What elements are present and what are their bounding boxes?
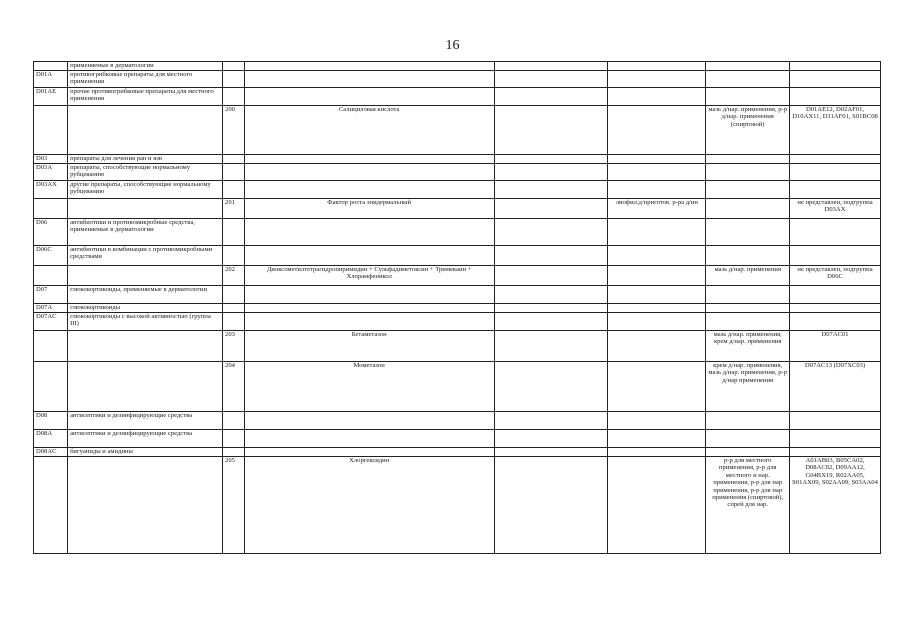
atc-group-cell: антибиотики и противомикробные средства, применяемые в дерматологии (68, 219, 223, 246)
atc-alt-codes-cell: A01AB03, B05CA02, D08AC02, D09AA12, G04BX19, R02AA05, S01AX09, S02AA09, S03AA04 (790, 457, 881, 554)
atc-code-cell: D08A (34, 430, 68, 448)
atc-group-cell: глюкокортикоиды, применяемые в дерматологии (68, 286, 223, 304)
table-row (34, 448, 881, 457)
drug-name-cell: Фактор роста эпидермальный (244, 199, 494, 219)
dosage-form-cell: крем д/нар. применения, мазь д/нар. применения, р-р д/нар применения (706, 362, 790, 412)
page-number: 16 (445, 38, 460, 53)
table-row (34, 457, 881, 554)
item-number-cell: 203 (223, 331, 245, 362)
drug-name-cell: Хлоргексидин (244, 457, 494, 554)
atc-group-cell: противогрибковые препараты для местного применения (68, 71, 223, 88)
atc-group-cell: глюкокортикоиды (68, 304, 223, 313)
item-number-cell: 201 (223, 199, 245, 219)
table-row (34, 304, 881, 313)
atc-code-cell: D01A (34, 71, 68, 88)
dosage-form-cell: мазь д/нар. применения, р-р д/нар. применения (спиртовой) (706, 106, 790, 155)
item-number-cell: 200 (223, 106, 245, 155)
atc-code-cell: D08AC (34, 448, 68, 457)
table-row (34, 164, 881, 181)
atc-code-cell: D07AC (34, 313, 68, 331)
drug-name-cell: Бетаметазон (244, 331, 494, 362)
table-row (34, 106, 881, 155)
table-row (34, 246, 881, 266)
item-number-cell: 202 (223, 266, 245, 286)
drug-name-cell: Мометазон (244, 362, 494, 412)
atc-alt-codes-cell: D07AC13 (D07XC03) (790, 362, 881, 412)
atc-code-cell: D03AX (34, 181, 68, 199)
atc-code-cell: D06C (34, 246, 68, 266)
dosage-form-cell: мазь д/нар. применения, крем д/нар. применения (706, 331, 790, 362)
table-row (34, 62, 881, 71)
atc-group-cell: антисептики и дезинфицирующие средства (68, 430, 223, 448)
atc-group-cell: применяемые в дерматологии (68, 62, 223, 71)
item-number-cell: 205 (223, 457, 245, 554)
atc-group-cell: препараты для лечения ран и язв (68, 155, 223, 164)
table-row (34, 266, 881, 286)
drug-list-table (33, 61, 881, 554)
atc-code-cell: D07 (34, 286, 68, 304)
atc-alt-codes-cell: не представлен, подгруппа D06C (790, 266, 881, 286)
atc-code-cell: D08 (34, 412, 68, 430)
atc-group-cell: антисептики и дезинфицирующие средства (68, 412, 223, 430)
table-row (34, 331, 881, 362)
table-row (34, 88, 881, 106)
atc-code-cell: D06 (34, 219, 68, 246)
atc-group-cell: глюкокортикоиды с высокой активностью (группа III) (68, 313, 223, 331)
atc-code-cell: D07A (34, 304, 68, 313)
atc-alt-codes-cell: не представлен, подгруппа D03AX (790, 199, 881, 219)
table-row (34, 155, 881, 164)
table-row (34, 181, 881, 199)
atc-alt-codes-cell: D07AC01 (790, 331, 881, 362)
table-row (34, 71, 881, 88)
table-row (34, 412, 881, 430)
atc-group-cell: прочие противогрибковые препараты для местного применения (68, 88, 223, 106)
dosage-form-cell: р-р для местного применения, р-р для местного и нар. применения, р-р для нар применения, р-р для нар применения (спиртовой), спрей для нар. (706, 457, 790, 554)
table-row (34, 219, 881, 246)
atc-group-cell: препараты, способствующие нормальному рубцеванию (68, 164, 223, 181)
table-row (34, 313, 881, 331)
atc-code-cell (34, 62, 68, 71)
drug-name-cell: Диоксометилтетрагидропиримидин + Сульфадиметоксин + Тримекаин + Хлорамфеникол (244, 266, 494, 286)
table-row (34, 286, 881, 304)
atc-code-cell: D03A (34, 164, 68, 181)
atc-code-cell: D03 (34, 155, 68, 164)
dosage-form-cell: лиофил.д/приготов. р-ра д/ин (608, 199, 706, 219)
atc-alt-codes-cell: D01AE12, D02AF01, D10AX11, D11AF01, S01BC08 (790, 106, 881, 155)
table-row (34, 430, 881, 448)
atc-group-cell: бигуаниды и амидины (68, 448, 223, 457)
item-number-cell: 204 (223, 362, 245, 412)
table-row (34, 362, 881, 412)
dosage-form-cell: мазь д/нар. применения (706, 266, 790, 286)
atc-group-cell: антибиотики в комбинации с противомикробными средствами (68, 246, 223, 266)
atc-code-cell: D01AE (34, 88, 68, 106)
drug-name-cell: Салициловая кислота (244, 106, 494, 155)
table-row (34, 199, 881, 219)
atc-group-cell: другие препараты, способствующие нормальному рубцеванию (68, 181, 223, 199)
